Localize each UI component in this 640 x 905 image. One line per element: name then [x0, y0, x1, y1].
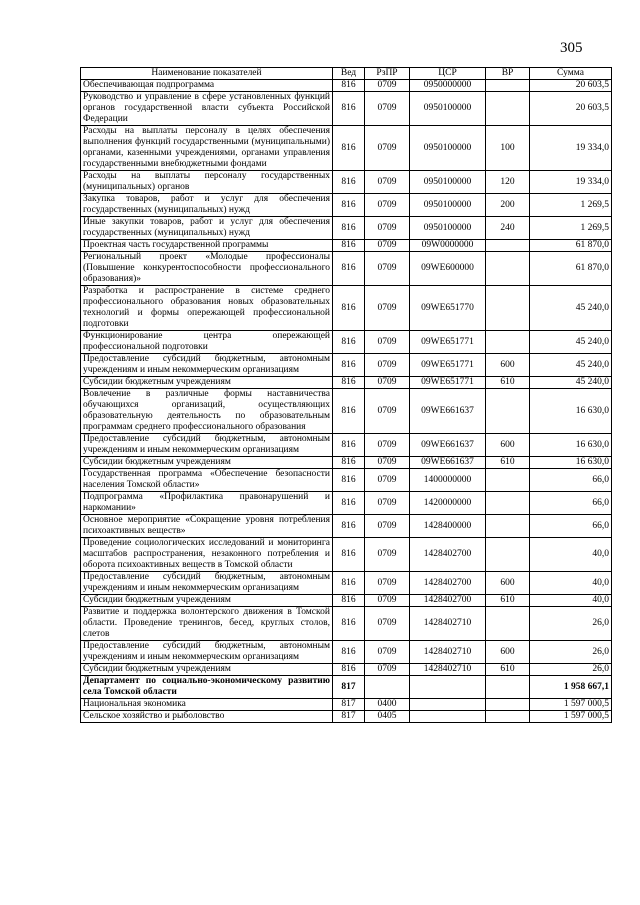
row-csr: 09W0000000	[410, 240, 486, 252]
row-ved: 816	[333, 389, 365, 434]
row-sum: 16 630,0	[530, 389, 612, 434]
row-rzpr: 0709	[365, 515, 410, 538]
row-vr	[486, 389, 530, 434]
row-csr: 1428402710	[410, 641, 486, 664]
row-name: Сельское хозяйство и рыболовство	[81, 711, 333, 723]
row-name: Расходы на выплаты персоналу в целях обеспечения выполнения функций государственными (муниципальными) органами, казенными учреждениями, органами управления государственными внебюджетными фондами	[81, 126, 333, 171]
row-sum: 66,0	[530, 492, 612, 515]
header-sum: Сумма	[530, 68, 612, 80]
row-csr: 09WE661637	[410, 457, 486, 469]
row-rzpr: 0709	[365, 377, 410, 389]
row-vr: 600	[486, 354, 530, 377]
row-vr	[486, 538, 530, 572]
table-row	[81, 252, 612, 286]
row-ved: 817	[333, 699, 365, 711]
row-name: Подпрограмма «Профилактика правонарушений и наркомании»	[81, 492, 333, 515]
row-vr	[486, 711, 530, 723]
row-sum: 1 958 667,1	[530, 676, 612, 699]
row-rzpr: 0405	[365, 711, 410, 723]
row-vr: 200	[486, 194, 530, 217]
row-sum: 45 240,0	[530, 377, 612, 389]
row-csr: 1428400000	[410, 515, 486, 538]
header-name: Наименование показателей	[81, 68, 333, 80]
row-name: Предоставление субсидий бюджетным, автономным учреждениям и иным некоммерческим организациям	[81, 434, 333, 457]
row-name: Субсидии бюджетным учреждениям	[81, 377, 333, 389]
row-name: Субсидии бюджетным учреждениям	[81, 664, 333, 676]
row-sum: 26,0	[530, 607, 612, 641]
row-rzpr: 0709	[365, 434, 410, 457]
row-name: Субсидии бюджетным учреждениям	[81, 457, 333, 469]
row-sum: 66,0	[530, 469, 612, 492]
table-header-row	[81, 68, 612, 80]
budget-table	[80, 67, 612, 723]
row-name: Руководство и управление в сфере установленных функций органов государственной власти субъекта Российской Федерации	[81, 92, 333, 126]
row-ved: 816	[333, 377, 365, 389]
row-name: Иные закупки товаров, работ и услуг для обеспечения государственных (муниципальных) нужд	[81, 217, 333, 240]
row-csr	[410, 711, 486, 723]
row-sum: 61 870,0	[530, 252, 612, 286]
row-vr	[486, 92, 530, 126]
table-row	[81, 92, 612, 126]
row-ved: 816	[333, 595, 365, 607]
row-vr: 600	[486, 641, 530, 664]
row-name: Департамент по социально-экономическому развитию села Томской области	[81, 676, 333, 699]
row-vr: 600	[486, 434, 530, 457]
row-rzpr: 0709	[365, 457, 410, 469]
row-ved: 816	[333, 457, 365, 469]
row-name: Обеспечивающая подпрограмма	[81, 80, 333, 92]
table-row	[81, 641, 612, 664]
row-rzpr: 0709	[365, 240, 410, 252]
row-ved: 816	[333, 171, 365, 194]
table-row	[81, 492, 612, 515]
row-name: Национальная экономика	[81, 699, 333, 711]
row-sum: 45 240,0	[530, 331, 612, 354]
row-rzpr: 0709	[365, 331, 410, 354]
table-row	[81, 389, 612, 434]
row-rzpr: 0709	[365, 171, 410, 194]
row-sum: 16 630,0	[530, 457, 612, 469]
table-row	[81, 354, 612, 377]
row-csr: 09WE661637	[410, 389, 486, 434]
row-name: Государственная программа «Обеспечение безопасности населения Томской области»	[81, 469, 333, 492]
row-ved: 816	[333, 664, 365, 676]
table-row	[81, 126, 612, 171]
row-csr: 0950000000	[410, 80, 486, 92]
row-sum: 19 334,0	[530, 171, 612, 194]
row-csr: 0950100000	[410, 126, 486, 171]
row-vr	[486, 469, 530, 492]
row-rzpr: 0709	[365, 194, 410, 217]
row-rzpr: 0709	[365, 252, 410, 286]
row-rzpr: 0709	[365, 389, 410, 434]
row-ved: 816	[333, 331, 365, 354]
table-row	[81, 217, 612, 240]
row-ved: 816	[333, 126, 365, 171]
row-ved: 816	[333, 194, 365, 217]
row-csr: 1428402700	[410, 595, 486, 607]
row-csr: 09WE661637	[410, 434, 486, 457]
row-vr	[486, 515, 530, 538]
table-row	[81, 194, 612, 217]
row-ved: 817	[333, 676, 365, 699]
row-sum: 20 603,5	[530, 92, 612, 126]
table-row	[81, 515, 612, 538]
row-rzpr: 0709	[365, 217, 410, 240]
row-sum: 66,0	[530, 515, 612, 538]
table-row	[81, 434, 612, 457]
row-csr: 0950100000	[410, 194, 486, 217]
row-csr: 0950100000	[410, 92, 486, 126]
page-number: 305	[560, 40, 583, 56]
row-csr: 1420000000	[410, 492, 486, 515]
row-csr: 0950100000	[410, 217, 486, 240]
table-row	[81, 286, 612, 331]
row-csr: 1400000000	[410, 469, 486, 492]
row-rzpr: 0709	[365, 492, 410, 515]
row-sum: 45 240,0	[530, 286, 612, 331]
row-name: Развитие и поддержка волонтерского движения в Томской области. Проведение тренингов, бесед, круглых столов, слетов	[81, 607, 333, 641]
row-sum: 1 597 000,5	[530, 711, 612, 723]
table-row	[81, 457, 612, 469]
row-vr	[486, 252, 530, 286]
row-vr: 100	[486, 126, 530, 171]
row-ved: 816	[333, 434, 365, 457]
header-ved: Вед	[333, 68, 365, 80]
row-rzpr: 0709	[365, 641, 410, 664]
row-ved: 816	[333, 641, 365, 664]
row-sum: 40,0	[530, 595, 612, 607]
row-vr	[486, 240, 530, 252]
row-rzpr: 0709	[365, 607, 410, 641]
row-csr: 1428402700	[410, 538, 486, 572]
row-ved: 816	[333, 469, 365, 492]
row-vr: 610	[486, 664, 530, 676]
row-ved: 816	[333, 252, 365, 286]
row-name: Региональный проект «Молодые профессионалы (Повышение конкурентоспособности профессионального образования)»	[81, 252, 333, 286]
row-sum: 40,0	[530, 572, 612, 595]
row-name: Предоставление субсидий бюджетным, автономным учреждениям и иным некоммерческим организациям	[81, 572, 333, 595]
row-name: Закупка товаров, работ и услуг для обеспечения государственных (муниципальных) нужд	[81, 194, 333, 217]
row-vr: 610	[486, 457, 530, 469]
row-ved: 816	[333, 607, 365, 641]
row-vr: 120	[486, 171, 530, 194]
row-ved: 816	[333, 515, 365, 538]
table-row	[81, 711, 612, 723]
row-ved: 816	[333, 354, 365, 377]
row-vr	[486, 676, 530, 699]
table-row	[81, 240, 612, 252]
row-ved: 816	[333, 286, 365, 331]
row-rzpr: 0709	[365, 92, 410, 126]
row-csr: 0950100000	[410, 171, 486, 194]
row-sum: 61 870,0	[530, 240, 612, 252]
table-row	[81, 469, 612, 492]
row-csr: 09WE651771	[410, 377, 486, 389]
table-row	[81, 538, 612, 572]
row-name: Предоставление субсидий бюджетным, автономным учреждениям и иным некоммерческим организациям	[81, 354, 333, 377]
table-row	[81, 572, 612, 595]
row-csr: 09WE600000	[410, 252, 486, 286]
row-name: Расходы на выплаты персоналу государственных (муниципальных) органов	[81, 171, 333, 194]
row-sum: 16 630,0	[530, 434, 612, 457]
row-sum: 19 334,0	[530, 126, 612, 171]
row-rzpr: 0709	[365, 286, 410, 331]
row-vr: 600	[486, 572, 530, 595]
row-vr	[486, 286, 530, 331]
row-ved: 816	[333, 80, 365, 92]
row-rzpr: 0709	[365, 126, 410, 171]
row-name: Вовлечение в различные формы наставничества обучающихся организаций, осуществляющих образовательную деятельность по образовательным программам среднего профессионального образования	[81, 389, 333, 434]
row-csr	[410, 676, 486, 699]
table-row	[81, 664, 612, 676]
row-ved: 816	[333, 240, 365, 252]
row-vr: 610	[486, 595, 530, 607]
row-csr: 1428402710	[410, 664, 486, 676]
row-vr: 610	[486, 377, 530, 389]
row-csr	[410, 699, 486, 711]
row-name: Субсидии бюджетным учреждениям	[81, 595, 333, 607]
table-row	[81, 377, 612, 389]
row-sum: 26,0	[530, 641, 612, 664]
row-rzpr: 0709	[365, 595, 410, 607]
header-vr: ВР	[486, 68, 530, 80]
row-sum: 45 240,0	[530, 354, 612, 377]
row-csr: 09WE651770	[410, 286, 486, 331]
row-vr	[486, 607, 530, 641]
row-vr: 240	[486, 217, 530, 240]
row-rzpr: 0400	[365, 699, 410, 711]
row-name: Основное мероприятие «Сокращение уровня потребления психоактивных веществ»	[81, 515, 333, 538]
table-row	[81, 607, 612, 641]
row-sum: 26,0	[530, 664, 612, 676]
table-row	[81, 80, 612, 92]
table-row	[81, 331, 612, 354]
table-row	[81, 171, 612, 194]
row-sum: 1 597 000,5	[530, 699, 612, 711]
row-rzpr: 0709	[365, 469, 410, 492]
row-csr: 09WE651771	[410, 331, 486, 354]
row-ved: 817	[333, 711, 365, 723]
table-body	[81, 80, 612, 723]
row-vr	[486, 331, 530, 354]
row-ved: 816	[333, 92, 365, 126]
row-name: Разработка и распространение в системе среднего профессионального образования новых образовательных технологий и формы опережающей профессиональной подготовки	[81, 286, 333, 331]
row-vr	[486, 492, 530, 515]
row-sum: 40,0	[530, 538, 612, 572]
table-row	[81, 676, 612, 699]
row-vr	[486, 699, 530, 711]
table-row	[81, 699, 612, 711]
row-sum: 1 269,5	[530, 217, 612, 240]
row-rzpr: 0709	[365, 664, 410, 676]
row-name: Предоставление субсидий бюджетным, автономным учреждениям и иным некоммерческим организациям	[81, 641, 333, 664]
row-rzpr: 0709	[365, 80, 410, 92]
row-ved: 816	[333, 217, 365, 240]
row-ved: 816	[333, 572, 365, 595]
row-sum: 1 269,5	[530, 194, 612, 217]
row-csr: 09WE651771	[410, 354, 486, 377]
row-name: Проведение социологических исследований и мониторинга масштабов распространения, незаконного потребления и оборота психоактивных веществ в Томской области	[81, 538, 333, 572]
row-ved: 816	[333, 492, 365, 515]
table-row	[81, 595, 612, 607]
header-rzpr: РзПР	[365, 68, 410, 80]
row-csr: 1428402700	[410, 572, 486, 595]
header-csr: ЦСР	[410, 68, 486, 80]
row-rzpr: 0709	[365, 538, 410, 572]
row-rzpr	[365, 676, 410, 699]
row-rzpr: 0709	[365, 572, 410, 595]
row-ved: 816	[333, 538, 365, 572]
row-name: Функционирование центра опережающей профессиональной подготовки	[81, 331, 333, 354]
row-rzpr: 0709	[365, 354, 410, 377]
row-csr: 1428402710	[410, 607, 486, 641]
row-vr	[486, 80, 530, 92]
row-name: Проектная часть государственной программы	[81, 240, 333, 252]
row-sum: 20 603,5	[530, 80, 612, 92]
